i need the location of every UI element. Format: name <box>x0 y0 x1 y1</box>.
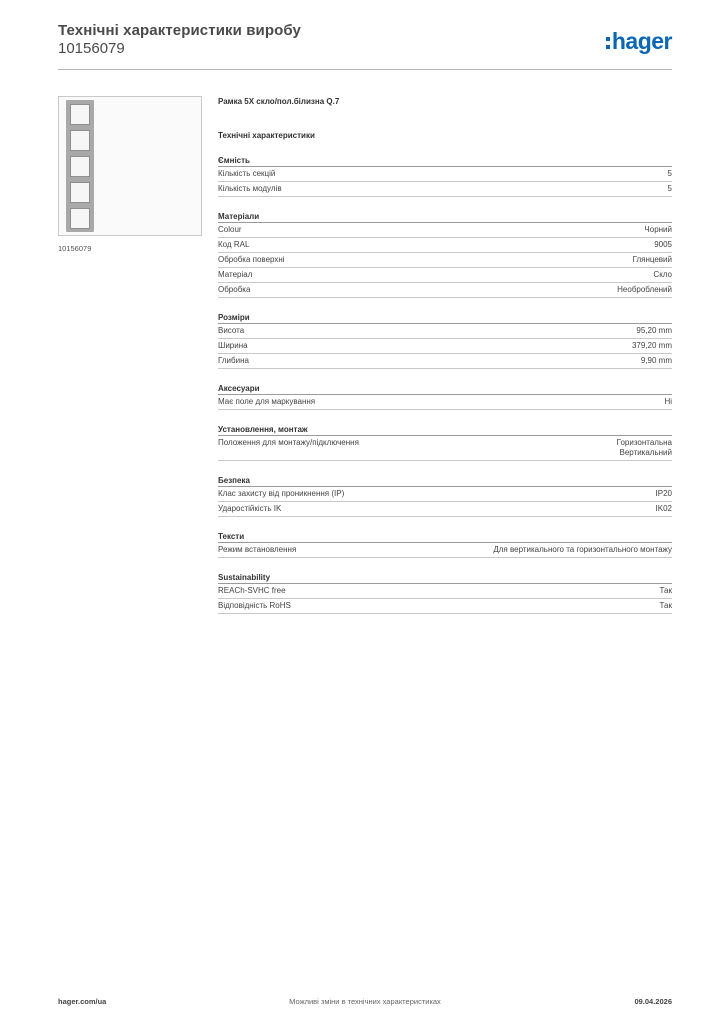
spec-row <box>218 324 672 339</box>
spec-value: Чорний <box>644 225 672 234</box>
spec-value: Так <box>659 586 672 595</box>
frame-cell <box>70 156 90 177</box>
spec-label: Обробка <box>218 285 251 294</box>
spec-row <box>218 339 672 354</box>
spec-label: Код RAL <box>218 240 250 249</box>
spec-label: Відповідність RoHS <box>218 601 291 610</box>
document-title: Технічні характеристики виробу <box>58 22 301 39</box>
spec-label: Обробка поверхні <box>218 255 285 264</box>
spec-label: Положення для монтажу/підключення <box>218 438 359 447</box>
spec-value: Горизонтальна Вертикальний <box>616 438 672 457</box>
page-header <box>58 22 672 70</box>
spec-row <box>218 487 672 502</box>
spec-row <box>218 167 672 182</box>
spec-label: Ударостійкість IK <box>218 504 282 513</box>
spec-label: Ширина <box>218 341 248 350</box>
spec-row <box>218 253 672 268</box>
spec-value: 379,20 mm <box>631 341 672 350</box>
spec-group <box>218 312 672 369</box>
spec-group <box>218 531 672 558</box>
spec-value: 9,90 mm <box>640 356 672 365</box>
product-number: 10156079 <box>58 40 125 57</box>
spec-label: Клас захисту від проникнення (IP) <box>218 489 345 498</box>
hager-logo <box>606 28 672 54</box>
spec-group-title: Sustainability <box>218 572 672 584</box>
spec-group-title: Тексти <box>218 531 672 543</box>
spec-value: 5 <box>667 169 672 178</box>
frame-5x-icon <box>66 100 94 232</box>
frame-cell <box>70 208 90 229</box>
spec-group-title: Установлення, монтаж <box>218 424 672 436</box>
spec-group <box>218 383 672 410</box>
spec-row <box>218 599 672 614</box>
spec-value: Скло <box>653 270 672 279</box>
spec-label: Colour <box>218 225 242 234</box>
spec-group <box>218 475 672 517</box>
product-name: Рамка 5X скло/пол.білизна Q.7 <box>218 97 340 106</box>
spec-row <box>218 182 672 197</box>
spec-row <box>218 584 672 599</box>
footer-note: Можливі зміни в технічних характеристиках <box>289 997 441 1006</box>
image-caption: 10156079 <box>58 244 92 253</box>
spec-row <box>218 223 672 238</box>
spec-group-title: Аксесуари <box>218 383 672 395</box>
spec-group-title: Розміри <box>218 312 672 324</box>
spec-group-title: Ємність <box>218 155 672 167</box>
spec-group <box>218 424 672 461</box>
specifications <box>218 96 672 614</box>
spec-row <box>218 436 672 461</box>
spec-group-title: Безпека <box>218 475 672 487</box>
spec-group <box>218 211 672 298</box>
spec-row <box>218 395 672 410</box>
frame-cell <box>70 104 90 125</box>
spec-label: Кількість модулів <box>218 184 282 193</box>
page-footer <box>58 996 672 1008</box>
spec-group <box>218 155 672 197</box>
spec-row <box>218 268 672 283</box>
spec-label: Висота <box>218 326 245 335</box>
spec-value: Необроблений <box>617 285 672 294</box>
frame-cell <box>70 130 90 151</box>
logo-mark-icon <box>606 37 610 49</box>
logo-text: hager <box>611 27 672 54</box>
spec-value: Так <box>659 601 672 610</box>
spec-label: Глибина <box>218 356 249 365</box>
spec-row <box>218 238 672 253</box>
footer-date: 09.04.2026 <box>634 997 672 1006</box>
product-image <box>58 96 202 236</box>
specs-heading: Технічні характеристики <box>218 131 315 140</box>
spec-value: Для вертикального та горизонтального монтажу <box>493 545 672 554</box>
spec-value: IK02 <box>655 504 672 513</box>
frame-cell <box>70 182 90 203</box>
spec-row <box>218 502 672 517</box>
spec-label: Режим встановлення <box>218 545 297 554</box>
spec-value: 95,20 mm <box>636 326 672 335</box>
spec-label: Матеріал <box>218 270 253 279</box>
spec-value: Глянцевий <box>632 255 672 264</box>
spec-row <box>218 543 672 558</box>
spec-row <box>218 283 672 298</box>
spec-group-title: Матеріали <box>218 211 672 223</box>
spec-row <box>218 354 672 369</box>
spec-label: Має поле для маркування <box>218 397 316 406</box>
spec-value: IP20 <box>655 489 672 498</box>
spec-value: 5 <box>667 184 672 193</box>
spec-groups <box>218 155 672 614</box>
spec-label: Кількість секцій <box>218 169 276 178</box>
footer-site-link[interactable]: hager.com/ua <box>58 997 107 1006</box>
spec-value: 9005 <box>654 240 672 249</box>
spec-group <box>218 572 672 614</box>
spec-value: Ні <box>664 397 672 406</box>
spec-label: REACh-SVHC free <box>218 586 286 595</box>
